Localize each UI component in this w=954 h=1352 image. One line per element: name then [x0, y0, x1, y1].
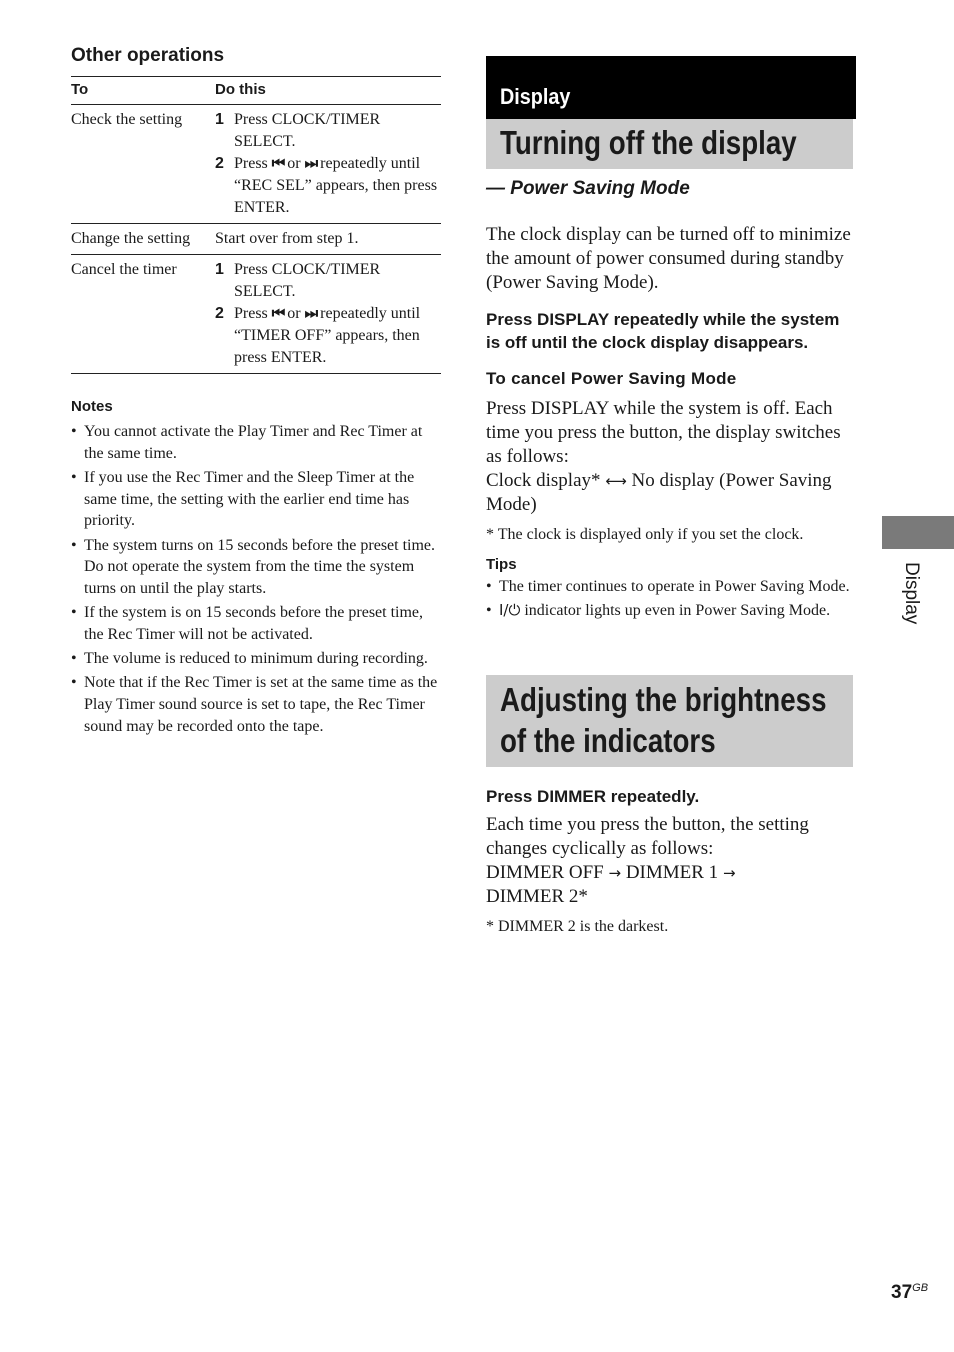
right-arrow-icon: →	[608, 864, 622, 882]
right-arrow-icon: →	[722, 864, 736, 882]
dimmer-sequence	[486, 861, 856, 909]
next-track-icon: ⏭	[304, 155, 317, 172]
other-operations-table	[71, 76, 441, 374]
press-word: Press	[234, 155, 268, 172]
note-item: • Note that if the Rec Timer is set at the same time as the Play Timer sound source is set to tape, the Rec Timer sound may be recorded onto the tape.	[71, 672, 441, 737]
previous-track-icon: ⏮	[271, 305, 284, 322]
table-row	[71, 105, 441, 224]
notes-title: Notes	[71, 398, 113, 415]
double-arrow-icon: ⟷	[605, 472, 627, 490]
press-word: Press	[234, 305, 268, 322]
note-item: • If the system is on 15 seconds before the preset time, the Rec Timer will not be activated.	[71, 602, 441, 645]
side-tab-marker	[882, 516, 954, 549]
step-rest: repeatedly until “TIMER OFF” appears, then press ENTER.	[234, 305, 421, 366]
step-number: 1	[215, 261, 224, 278]
or-word: or	[287, 155, 301, 172]
row-to-cell: Check the setting	[71, 105, 215, 224]
row-do-cell	[215, 255, 441, 374]
step-text: Press CLOCK/TIMER SELECT.	[234, 111, 381, 150]
or-word: or	[287, 305, 301, 322]
step-text: Press CLOCK/TIMER SELECT.	[234, 261, 381, 300]
note-item: • You cannot activate the Play Timer and Rec Timer at the same time.	[71, 421, 441, 464]
header-do-this: Do this	[215, 77, 441, 105]
dimmer-footnote: * DIMMER 2 is the darkest.	[486, 918, 669, 935]
heading-brightness-line1: Adjusting the brightness	[500, 681, 827, 718]
previous-track-icon: ⏮	[271, 155, 284, 172]
dimmer-paragraph: Each time you press the button, the setting changes cyclically as follows:	[486, 814, 809, 859]
table-header-row	[71, 77, 441, 105]
step-text	[234, 303, 441, 369]
heading-box-brightness	[486, 675, 853, 767]
clock-footnote: * The clock is displayed only if you set the clock.	[486, 526, 804, 543]
cancel-paragraph: Press DISPLAY while the system is off. Each time you press the button, the display switches as follows:	[486, 398, 841, 467]
note-item: • The system turns on 15 seconds before the preset time. Do not operate the system from the time the system turns on until the play starts.	[71, 535, 441, 600]
page-number-value: 37	[891, 1282, 913, 1303]
instruction-dimmer: Press DIMMER repeatedly.	[486, 787, 700, 806]
page-number	[891, 1282, 928, 1304]
cycle-clock-display: Clock display*	[486, 470, 601, 491]
step-number: 1	[215, 111, 224, 128]
section-label: Display	[500, 84, 571, 109]
table-row	[71, 255, 441, 374]
page-number-suffix: GB	[912, 1282, 929, 1294]
header-to: To	[71, 77, 215, 105]
step-number: 2	[215, 305, 224, 322]
cancel-title: To cancel Power Saving Mode	[486, 369, 737, 388]
step-text	[234, 153, 441, 219]
subheading-power-saving: — Power Saving Mode	[486, 178, 690, 199]
row-do-cell: Start over from step 1.	[215, 224, 441, 255]
dimmer-2: DIMMER 2*	[486, 886, 588, 907]
step	[215, 109, 441, 153]
row-do-cell	[215, 105, 441, 224]
other-operations-title: Other operations	[71, 45, 225, 66]
tip-item: • The timer continues to operate in Power Saving Mode.	[486, 576, 866, 598]
instruction-display: Press DISPLAY repeatedly while the system is off until the clock display disappears.	[486, 310, 840, 352]
step-number: 2	[215, 155, 224, 172]
left-column	[71, 44, 441, 740]
note-item: • The volume is reduced to minimum during recording.	[71, 648, 441, 670]
heading-box-display	[486, 119, 853, 169]
step	[215, 259, 441, 303]
row-to-cell: Change the setting	[71, 224, 215, 255]
dimmer-1: DIMMER 1	[625, 862, 719, 883]
row-to-cell: Cancel the timer	[71, 255, 215, 374]
heading-brightness-line2: of the indicators	[500, 722, 716, 759]
section-bar	[486, 56, 856, 119]
notes-list	[71, 421, 441, 737]
intro-paragraph: The clock display can be turned off to minimize the amount of power consumed during standby (Power Saving Mode).	[486, 224, 851, 293]
side-tab-label: Display	[901, 562, 922, 625]
dimmer-off: DIMMER OFF	[486, 862, 604, 883]
next-track-icon: ⏭	[304, 305, 317, 322]
cycle-no-display: No display (Power Saving Mode)	[486, 470, 832, 515]
heading-turning-off-display: Turning off the display	[500, 124, 797, 161]
note-item: • If you use the Rec Timer and the Sleep Timer at the same time, the setting with the earlier end time has priority.	[71, 467, 441, 532]
right-column	[486, 56, 856, 937]
step	[215, 303, 441, 369]
power-standby-icon: I/⏻	[499, 600, 521, 619]
tips-title: Tips	[486, 556, 517, 573]
tips-list	[486, 576, 866, 621]
table-row	[71, 224, 441, 255]
tip-text: indicator lights up even in Power Saving Mode.	[524, 601, 831, 619]
step	[215, 153, 441, 219]
cycle-line	[486, 469, 856, 517]
tip-item	[486, 600, 866, 622]
step-rest: repeatedly until “REC SEL” appears, then press ENTER.	[234, 155, 438, 216]
